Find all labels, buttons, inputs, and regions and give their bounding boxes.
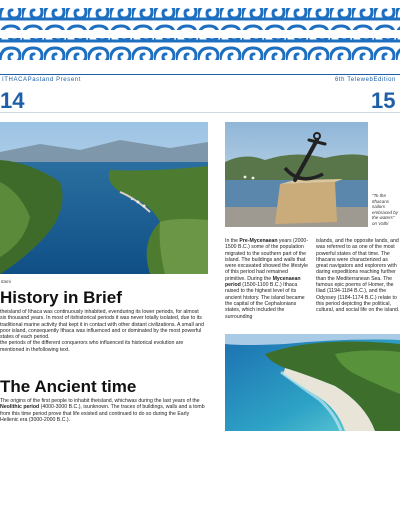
right-page-number: 15	[371, 88, 396, 113]
left-page-number: 14	[0, 88, 25, 113]
right-running-head: 6th TelewebEdition	[334, 77, 396, 83]
col1-text-3: (1500-1100 B.C.) Ithaca raised to the highest level of its ancient history. The island became the capital of the Cephalonians states, which included the surrounding	[225, 282, 305, 320]
col1-text-1: In the	[225, 238, 240, 244]
history-paragraph-1: theisland of Ithaca was continuously inhabited, evenduring its lower periods, for almost six thousand years. In most of itshistorical periods it was never totally isolated, due to its traditional marine activity that kept it in contact with other distant civilizations. A small and poor island, consequently Ithaca was influenced and or dominated by the most powerful states of each period.	[0, 309, 204, 341]
beach-photo	[225, 334, 400, 431]
wave-pattern-graphic	[0, 0, 400, 72]
history-body	[0, 309, 206, 353]
left-running-head: ITHACAPastand Present	[2, 77, 81, 83]
mycenaean-highlight: Mycenaean period	[225, 275, 301, 289]
neolithic-highlight: Neolithic period	[0, 404, 40, 411]
col1-text-2: years (2000-1500 B.C.) some of the population migrated to the southern part of the island. The buildings and walls that were excavated showed the lifestyle of this period had remained primitive. During the	[225, 238, 309, 282]
anchor-photo-caption: "To the Ithacans sailors embraced by the waters" on Vathi	[372, 193, 399, 226]
pre-mycenaean-highlight: Pre-Mycenaean	[239, 238, 278, 244]
ancient-time-body	[0, 398, 206, 423]
right-column-1	[225, 238, 309, 320]
bay-photo	[0, 122, 208, 274]
ancient-text-1: The origins of the first people to inhabit theisland, whichwas during the last years of the	[0, 398, 200, 404]
right-column-2: islands, and the opposite lands, and was referred to as one of the most powerful states of that time. The Ithacans were characterized as great navigators and explorers with daring expeditions reaching further than the Mediterranean Sea. The famous epic poems of Homer, the Iliad (1194-1184 B.C.), and the Odyssey (1184-1174 B.C.) relate to this period depicting the political, cultural, and social life on the island.	[316, 238, 400, 314]
history-paragraph-2: the periods of the different conquerors who influenced its historical evolution are mentioned in thefollowing text.	[0, 340, 184, 353]
header-rule	[0, 74, 400, 75]
page-number-rule	[0, 112, 400, 113]
bay-photo-caption: Itami	[1, 279, 11, 284]
ancient-time-heading: The Ancient time	[0, 377, 137, 396]
anchor-monument-photo	[225, 122, 368, 227]
ancient-text-2: (4000-3000 B.C.), isunknown. The traces of buildings, walls and a tomb from this time period prove that life existed and continued to do so during the Early Hellenic era (3000-2000 B.C.).	[0, 404, 205, 423]
history-heading: History in Brief	[0, 288, 122, 307]
greek-wave-border	[0, 0, 400, 72]
